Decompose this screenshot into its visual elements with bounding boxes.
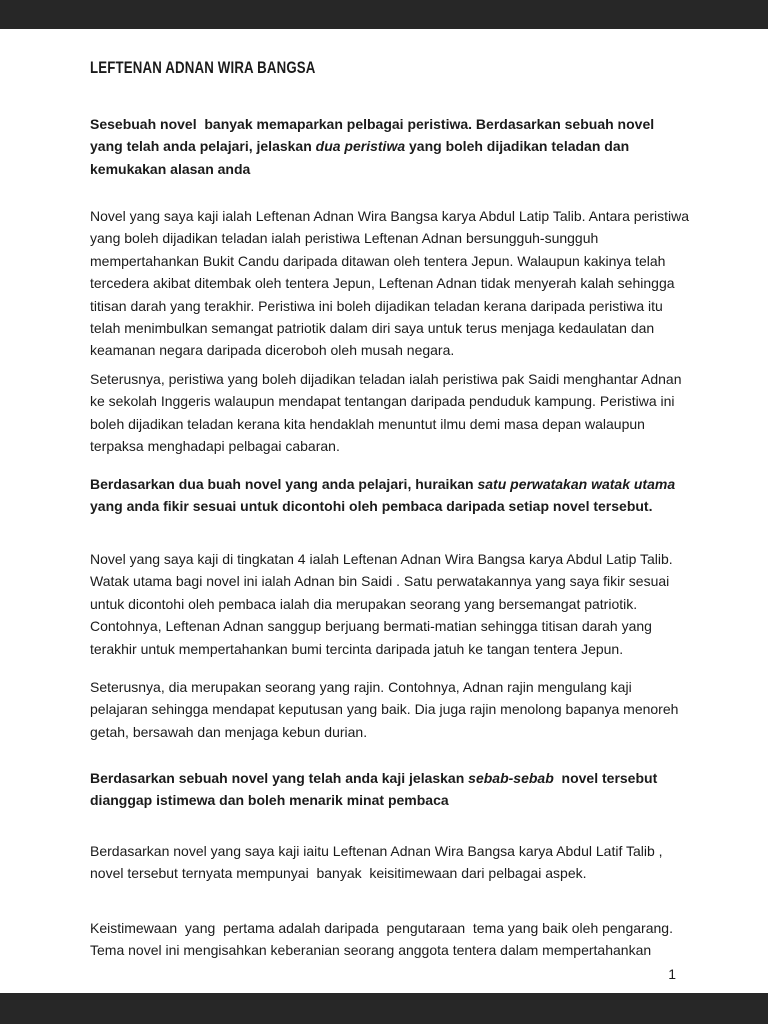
- viewer-top-bar: [0, 0, 768, 29]
- document-title: LEFTENAN ADNAN WIRA BANGSA: [90, 58, 316, 77]
- question-emphasis: satu perwatakan watak utama: [477, 476, 676, 492]
- answer-paragraph-4: Seterusnya, dia merupakan seorang yang rajin. Contohnya, Adnan rajin mengulang kaji pelajaran sehingga mendapat keputusan yang baik. Dia juga rajin menolong bapanya menoreh getah, bersawah dan menjaga kebun durian.: [90, 679, 683, 740]
- question-text: yang anda fikir sesuai untuk dicontohi oleh pembaca daripada setiap novel tersebut.: [90, 476, 679, 515]
- answer-paragraph-2: Seterusnya, peristiwa yang boleh dijadikan teladan ialah peristiwa pak Saidi menghantar Adnan ke sekolah Inggeris walaupun mendapat tentangan daripada penduduk kampung. Peristiwa ini boleh dijadikan teladan kerana kita hendaklah menuntut ilmu demi masa depan walaupun terpaksa menghadapi pelbagai cabaran.: [90, 371, 686, 455]
- question-emphasis: sebab-sebab: [468, 770, 554, 786]
- question-emphasis: dua peristiwa: [315, 138, 406, 155]
- question-text: yang boleh dijadikan teladan dan kemukakan alasan anda: [90, 138, 634, 177]
- question-text: Berdasarkan sebuah novel yang telah anda kaji jelaskan: [90, 770, 469, 786]
- question-text: Sesebuah novel banyak memaparkan pelbagai peristiwa. Berdasarkan sebuah novel yang telah anda pelajari, jelaskan: [90, 116, 659, 155]
- question-paragraph-3: [90, 767, 690, 812]
- question-text: novel tersebut dianggap istimewa dan boleh menarik minat pembaca: [90, 770, 662, 809]
- page-number: 1: [668, 966, 676, 982]
- question-paragraph-2: [90, 473, 690, 518]
- answer-paragraph-3: Novel yang saya kaji di tingkatan 4 ialah Leftenan Adnan Wira Bangsa karya Abdul Latip Talib. Watak utama bagi novel ini ialah Adnan bin Saidi . Satu perwatakannya yang saya fikir sesuai untuk dicontohi oleh pembaca ialah dia merupakan seorang yang bersemangat patriotik. Contohnya, Leftenan Adnan sanggup berjuang bermati-matian sehingga titisan darah yang terakhir untuk mempertahankan bumi tercinta daripada jatuh ke tangan tentera Jepun.: [90, 551, 677, 657]
- question-paragraph-1: [90, 113, 690, 180]
- answer-paragraph-6: Keistimewaan yang pertama adalah daripada pengutaraan tema yang baik oleh pengarang. Tema novel ini mengisahkan keberanian seorang anggota tentera dalam mempertahankan: [90, 920, 677, 959]
- question-text: Berdasarkan dua buah novel yang anda pelajari, huraikan: [90, 476, 478, 492]
- answer-paragraph-1: Novel yang saya kaji ialah Leftenan Adnan Wira Bangsa karya Abdul Latip Talib. Antara peristiwa yang boleh dijadikan teladan ialah peristiwa Leftenan Adnan bersungguh-sungguh mempertahankan Bukit Candu daripada ditawan oleh tentera Jepun. Walaupun kakinya telah tercedera akibat ditembak oleh tentera Jepun, Leftenan Adnan tidak menyerah kalah sehingga titisan darah yang terakhir. Peristiwa ini boleh dijadikan teladan kerana daripada peristiwa itu telah menimbulkan semangat patriotik dalam diri saya untuk terus menjaga kedaulatan dan keamanan negara daripada diceroboh oleh musah negara.: [90, 208, 693, 359]
- viewer-bottom-bar: [0, 993, 768, 1024]
- answer-paragraph-5: Berdasarkan novel yang saya kaji iaitu Leftenan Adnan Wira Bangsa karya Abdul Latif Talib , novel tersebut ternyata mempunyai banyak keisitimewaan dari pelbagai aspek.: [90, 843, 667, 882]
